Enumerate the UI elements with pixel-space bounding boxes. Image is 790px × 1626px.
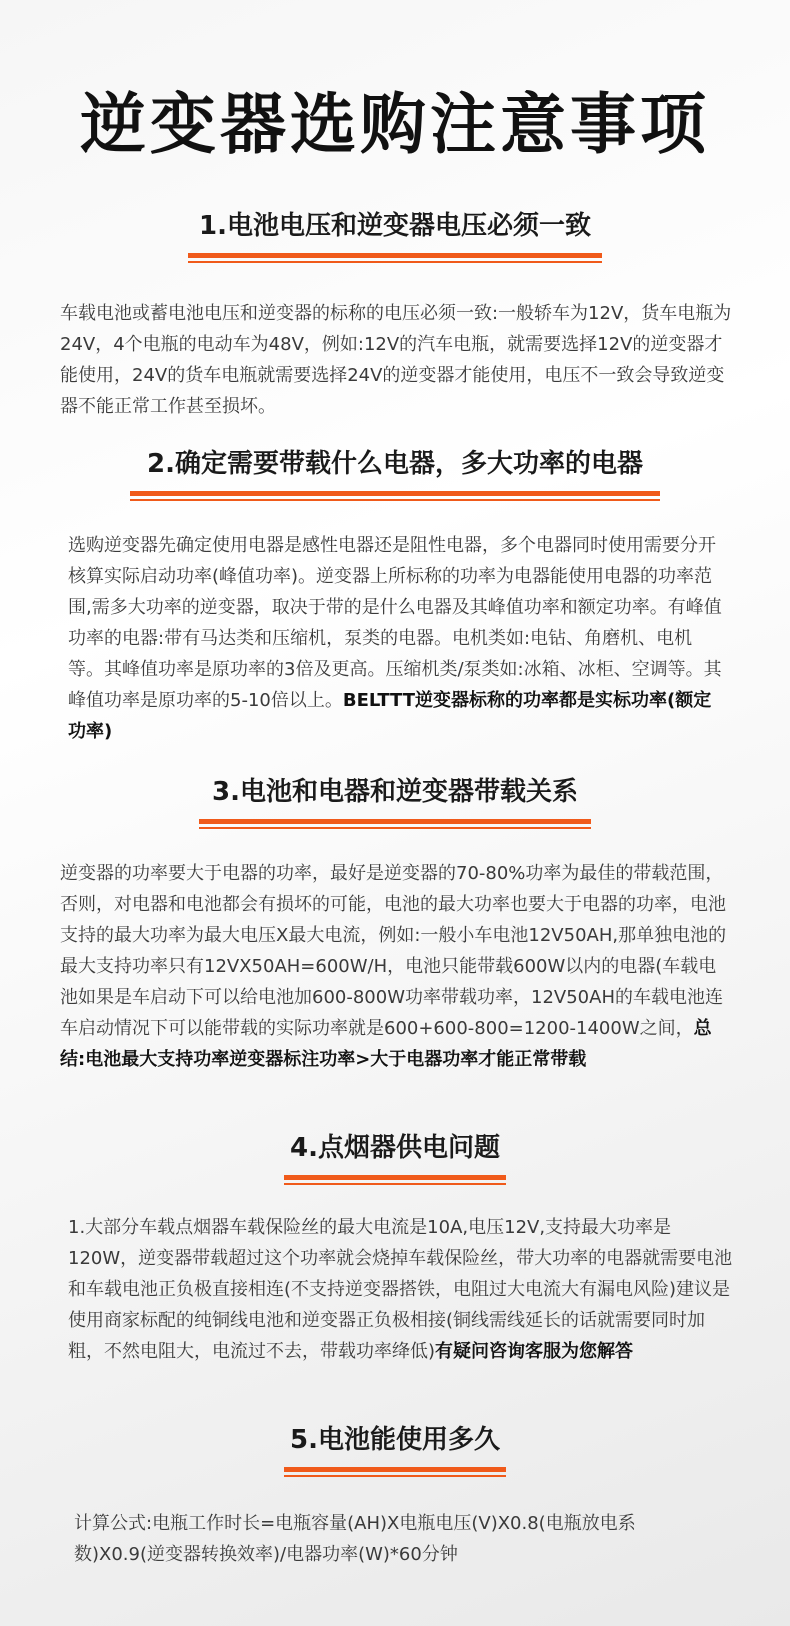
section-3-heading: 3.电池和电器和逆变器带载关系: [212, 777, 578, 807]
section-5-paragraph: 计算公式:电瓶工作时长=电瓶容量(AH)X电瓶电压(V)X0.8(电瓶放电系数)X0.9(逆变器转换效率)/电器功率(W)*60分钟: [74, 1513, 636, 1565]
section-2-bold-note: BELTTT逆变器标称的功率都是实标功率(额定功率): [68, 690, 712, 742]
section-3-header: [0, 774, 790, 830]
page-title: 逆变器选购注意事项: [80, 86, 710, 163]
section-1-header: [0, 208, 790, 264]
section-3-bold-summary: 总结:电池最大支持功率逆变器标注功率>大于电器功率才能正常带载: [60, 1018, 712, 1070]
section-4-underline: [284, 1175, 506, 1186]
section-5-header: [0, 1422, 790, 1478]
section-5-heading: 5.电池能使用多久: [290, 1425, 500, 1455]
section-1-underline: [188, 253, 602, 264]
section-3-underline: [199, 819, 591, 830]
section-1-paragraph: 车载电池或蓄电池电压和逆变器的标称的电压必须一致:一般轿车为12V，货车电瓶为24V，4个电瓶的电动车为48V，例如:12V的汽车电瓶，就需要选择12V的逆变器才能使用，24V的货车电瓶就需要选择24V的逆变器才能使用，电压不一致会导致逆变器不能正常工作甚至损坏。: [60, 303, 732, 417]
section-4-heading: 4.点烟器供电问题: [290, 1133, 500, 1163]
section-4-bold-note: 有疑问咨询客服为您解答: [435, 1341, 634, 1362]
section-5-underline: [284, 1467, 506, 1478]
section-2-text: [68, 530, 728, 747]
section-2-heading: 2.确定需要带载什么电器，多大功率的电器: [147, 449, 643, 479]
section-2-underline: [130, 491, 660, 502]
section-2-header: [0, 446, 790, 502]
section-4-header: [0, 1130, 790, 1186]
section-4-text: [68, 1212, 734, 1367]
section-2-paragraph: 选购逆变器先确定使用电器是感性电器还是阻性电器，多个电器同时使用需要分开核算实际启动功率(峰值功率)。逆变器上所标称的功率为电器能使用电器的功率范围,需多大功率的逆变器，取决于带的是什么电器及其峰值功率和额定功率。有峰值功率的电器:带有马达类和压缩机，泵类的电器。电机类如:电钻、角磨机、电机等。其峰值功率是原功率的3倍及更高。压缩机类/泵类如:冰箱、冰柜、空调等。其峰值功率是原功率的5-10倍以上。: [68, 535, 722, 711]
section-3-paragraph: 逆变器的功率要大于电器的功率，最好是逆变器的70-80%功率为最佳的带载范围，否则，对电器和电池都会有损坏的可能，电池的最大功率也要大于电器的功率，电池支持的最大功率为最大电压X最大电流，例如:一般小车电池12V50AH,那单独电池的最大支持功率只有12VX50AH=600W/H，电池只能带载600W以内的电器(车载电池如果是车启动下可以给电池加600-800W功率带载功率，12V50AH的车载电池连车启动情况下可以能带载的实际功率就是600+600-800=1200-1400W之间，: [60, 863, 727, 1039]
section-5-text: [74, 1508, 714, 1570]
section-1-text: [60, 298, 732, 422]
section-1-heading: 1.电池电压和逆变器电压必须一致: [199, 211, 591, 241]
section-3-text: [60, 858, 732, 1075]
section-4-paragraph: 1.大部分车载点烟器车载保险丝的最大电流是10A,电压12V,支持最大功率是120W，逆变器带载超过这个功率就会烧掉车载保险丝，带大功率的电器就需要电池和车载电池正负极直接相连(不支持逆变器搭铁，电阻过大电流大有漏电风险)建议是使用商家标配的纯铜线电池和逆变器正负极相接(铜线需线延长的话就需要同时加粗，不然电阻大，电流过不去，带载功率绛低): [68, 1217, 733, 1362]
